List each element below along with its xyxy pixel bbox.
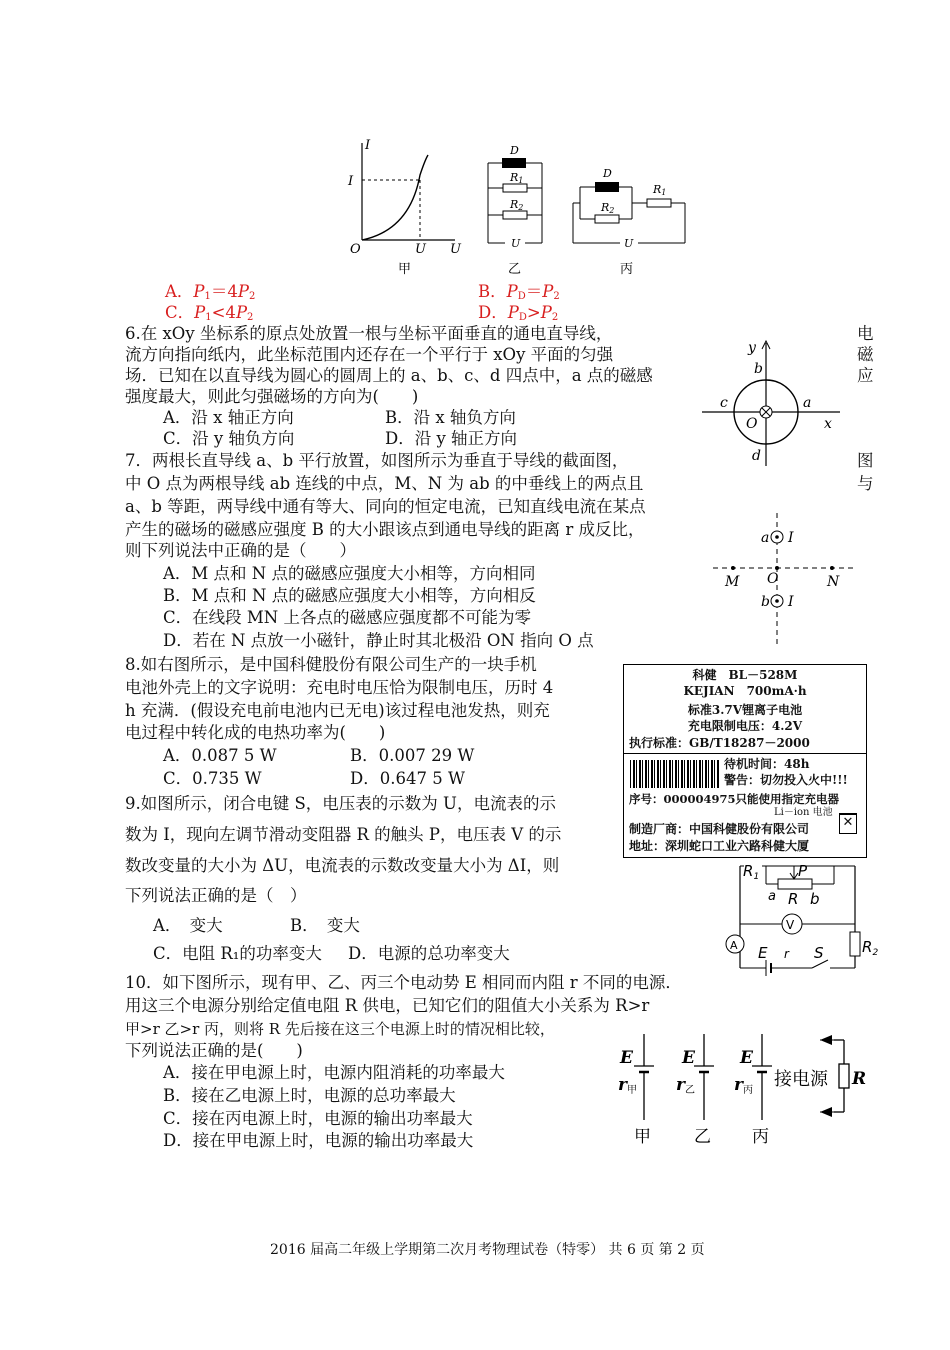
recycle-bin-icon: ✕: [839, 813, 857, 834]
battery-label: [623, 664, 867, 858]
q9-line1: 9.如图所示，闭合电键 S，电压表的示数为 U，电流表的示: [125, 794, 556, 813]
q5-figures: [340, 135, 700, 280]
svg-text:N: N: [827, 574, 840, 590]
svg-text:E: E: [682, 1048, 695, 1068]
svg-text:V: V: [786, 918, 795, 932]
svg-text:R1: R1: [510, 171, 524, 185]
q6-line2: 流方向指向纸内，此坐标范围内还存在一个平行于 xOy 平面的匀强: [125, 345, 614, 364]
q8-line2: 电池外壳上的文字说明：充电时电压恰为限制电压，历时 4: [125, 678, 554, 697]
q6-line1-right: 电: [857, 324, 874, 343]
q7-line2: 中 O 点为两根导线 ab 连线的中点，M、N 为 ab 的中垂线上的两点且: [125, 474, 644, 493]
q10-option-d: D．接在甲电源上时，电源的输出功率最大: [163, 1131, 474, 1150]
svg-text:R: R: [788, 890, 799, 908]
svg-text:乙: 乙: [694, 1127, 711, 1147]
svg-text:y: y: [748, 340, 756, 356]
battery-serial: 序号：000004975只能使用指定充电器: [629, 792, 840, 806]
label-jia: 甲: [398, 262, 412, 277]
battery-standard: 标准3.7V锂离子电池: [687, 703, 803, 717]
q5-option-a: A．$P_1=4P_2$: [165, 282, 256, 302]
svg-text:b: b: [810, 890, 820, 908]
q7-line1: 7．两根长直导线 a、b 平行放置，如图所示为垂直于导线的截面图，: [125, 451, 629, 470]
q7-option-a: A．M 点和 N 点的磁感应强度大小相等，方向相同: [163, 564, 536, 583]
svg-text:r甲: r甲: [618, 1075, 637, 1096]
q9-line3: 数改变量的大小为 ΔU，电流表的示数改变量大小为 ΔI，则: [125, 856, 560, 875]
battery-type: Li－ion 电池: [774, 807, 833, 818]
svg-text:R1: R1: [653, 183, 667, 197]
svg-text:O: O: [767, 571, 779, 587]
svg-text:R: R: [852, 1069, 867, 1089]
svg-text:d: d: [752, 448, 761, 464]
q8-option-d: D．0.647 5 W: [350, 769, 465, 788]
q7-line5: 则下列说法中正确的是（ ）: [125, 541, 356, 560]
svg-text:a: a: [761, 530, 770, 546]
svg-text:甲: 甲: [634, 1127, 651, 1147]
parallel-circuit: [488, 144, 542, 277]
battery-model: 科健 BL－528M: [692, 668, 798, 682]
q7-line4: 产生的磁场的磁感应强度 B 的大小跟该点到通电导线的距离 r 成反比，: [125, 520, 645, 539]
q10-line1: 10．如下图所示，现有甲、乙、丙三个电动势 E 相同而内阻 r 不同的电源．: [125, 973, 682, 992]
mark-U-label: U: [415, 242, 426, 257]
q5-option-c: C．$P_1<4P_2$: [165, 303, 254, 323]
svg-text:P: P: [798, 862, 808, 880]
q6-option-a: A．沿 x 轴正方向: [163, 408, 294, 427]
svg-text:a: a: [768, 889, 776, 904]
q5-option-b: B．$P_D=P_2$: [478, 282, 560, 302]
q10-option-c: C．接在丙电源上时，电源的输出功率最大: [163, 1109, 473, 1128]
axis-I-label: I: [365, 138, 371, 153]
q10-line4: 下列说法正确的是( ): [125, 1041, 303, 1060]
svg-text:r: r: [784, 947, 789, 961]
q9-circuit-figure: [722, 860, 882, 985]
label-yi: 乙: [508, 262, 522, 277]
svg-text:E: E: [620, 1048, 633, 1068]
svg-text:R2: $R_2$: [862, 938, 879, 958]
mark-I-label: I: [348, 174, 354, 189]
q7-wires-figure: [705, 510, 865, 650]
svg-text:O: O: [746, 416, 758, 432]
q8-option-a: A．0.087 5 W: [163, 746, 277, 765]
q6-line1: 6.在 xOy 坐标系的原点处放置一根与坐标平面垂直的通电直导线，: [125, 324, 613, 343]
q10-sources-figure: [612, 1030, 872, 1150]
q10-line3: 甲>r 乙>r 丙，则将 R 先后接在这三个电源上时的情况相比较，: [125, 1020, 555, 1038]
q7-line2-right: 与: [857, 474, 874, 493]
svg-text:I: I: [788, 530, 794, 546]
battery-warning: 警告：切勿投入火中!!!: [724, 773, 848, 787]
q9-option-d: D．电源的总功率变大: [348, 944, 510, 963]
q6-option-c: C．沿 y 轴负方向: [163, 429, 295, 448]
q9-line4: 下列说法正确的是（ ）: [125, 886, 307, 905]
svg-text:D: D: [510, 144, 519, 157]
svg-text:b: b: [754, 361, 763, 377]
svg-text:M: M: [725, 574, 740, 590]
q6-line2-right: 磁: [857, 345, 874, 364]
label-bing: 丙: [620, 262, 634, 277]
q10-option-a: A．接在甲电源上时，电源内阻消耗的功率最大: [163, 1063, 505, 1082]
q6-option-d: D．沿 y 轴正方向: [385, 429, 518, 448]
axis-U-label: U: [450, 242, 461, 257]
battery-maker: 制造厂商：中国科健股份有限公司: [629, 822, 810, 836]
svg-text:b: b: [761, 594, 770, 610]
q9-option-c: C．电阻 R₁的功率变大: [153, 944, 322, 963]
svg-text:E: E: [758, 944, 768, 962]
battery-exec-standard: 执行标准：GB/T18287－2000: [629, 736, 810, 750]
q8-line3: h 充满．(假设充电前电池内已无电)该过程电池发热，则充: [125, 701, 550, 720]
svg-text:D: D: [603, 167, 612, 180]
battery-capacity: KEJIAN 700mA·h: [683, 684, 807, 698]
q6-line4: 强度最大，则此匀强磁场的方向为( ): [125, 387, 419, 406]
connect-label: 接电源: [774, 1069, 828, 1090]
svg-text:S: S: [814, 944, 824, 962]
q7-line1-right: 图: [857, 451, 874, 470]
q9-line2: 数为 I，现向左调节滑动变阻器 R 的触头 P，电压表 V 的示: [125, 825, 562, 844]
page-footer: 2016 届高二年级上学期第二次月考物理试卷（特零） 共 6 页 第 2 页: [270, 1242, 705, 1258]
q10-option-b: B．接在乙电源上时，电源的总功率最大: [163, 1086, 456, 1105]
q7-option-c: C．在线段 MN 上各点的磁感应强度都不可能为零: [163, 608, 531, 627]
barcode: [630, 760, 720, 788]
q8-option-b: B．0.007 29 W: [350, 746, 475, 765]
q9-option-a: A． 变大: [153, 916, 223, 935]
q6-coordinate-figure: [700, 338, 845, 468]
q10-line2: 用这三个电源分别给定值电阻 R 供电，已知它们的阻值大小关系为 R>r: [125, 996, 650, 1015]
svg-text:R1: $R_1$: [743, 862, 760, 882]
svg-text:U: U: [624, 237, 634, 250]
svg-text:a: a: [803, 395, 812, 411]
q6-option-b: B．沿 x 轴负方向: [385, 408, 516, 427]
svg-text:A: A: [730, 939, 738, 952]
svg-text:丙: 丙: [752, 1127, 769, 1147]
q7-option-d: D．若在 N 点放一小磁针，静止时其北极沿 ON 指向 O 点: [163, 631, 594, 650]
svg-text:U: U: [511, 237, 521, 250]
battery-standby: 待机时间：48h: [724, 757, 810, 771]
svg-text:E: E: [740, 1048, 753, 1068]
svg-text:R2: R2: [601, 201, 615, 215]
q7-option-b: B．M 点和 N 点的磁感应强度大小相等，方向相反: [163, 586, 536, 605]
svg-text:R2: R2: [510, 198, 524, 212]
q8-line1: 8.如右图所示，是中国科健股份有限公司生产的一块手机: [125, 655, 537, 674]
q5-option-d: D．$P_D>P_2$: [478, 303, 559, 323]
battery-charge-limit: 充电限制电压：4.2V: [687, 719, 803, 733]
mixed-circuit: [573, 167, 685, 277]
svg-text:r乙: r乙: [676, 1075, 695, 1096]
svg-text:I: I: [788, 594, 794, 610]
iu-graph: [347, 138, 462, 277]
q7-line3: a、b 等距，两导线中通有等大、同向的恒定电流，已知直线电流在某点: [125, 497, 646, 516]
q9-option-b: B． 变大: [290, 916, 360, 935]
q8-option-c: C．0.735 W: [163, 769, 262, 788]
q6-line3: 场．已知在以直导线为圆心的圆周上的 a、b、c、d 四点中，a 点的磁感: [125, 366, 653, 385]
svg-text:x: x: [824, 416, 832, 432]
battery-address: 地址：深圳蛇口工业六路科健大厦: [629, 839, 810, 853]
svg-text:r丙: r丙: [734, 1075, 753, 1096]
q6-line3-right: 应: [857, 366, 874, 385]
svg-text:c: c: [720, 395, 728, 411]
origin-label: O: [350, 242, 361, 257]
q8-line4: 电过程中转化成的电热功率为( ): [125, 723, 386, 742]
